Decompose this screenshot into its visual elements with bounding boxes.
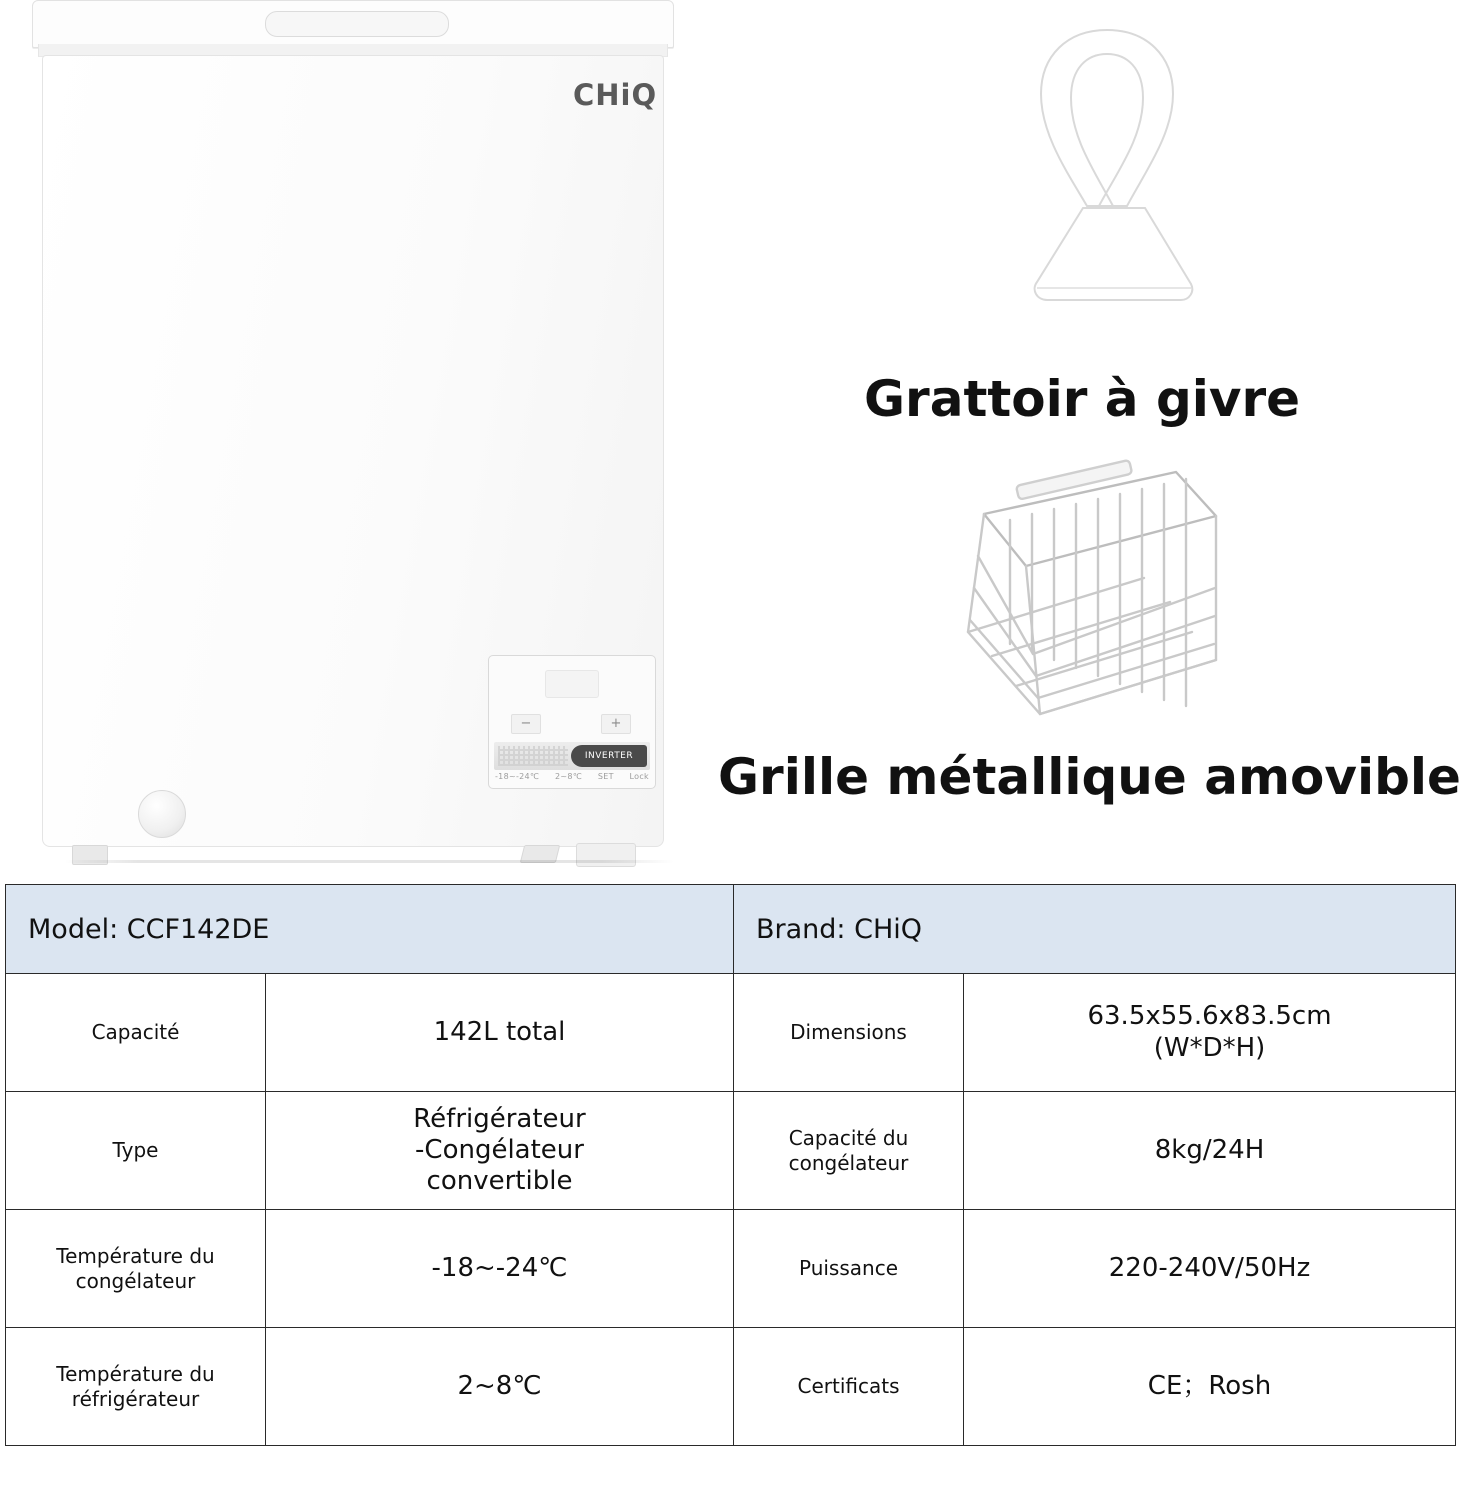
table-header-row (6, 885, 1456, 974)
inverter-badge: INVERTER (571, 745, 647, 767)
freezer-lid (32, 0, 674, 48)
spec-label-dimensions: Dimensions (734, 974, 964, 1092)
spec-label-type: Type (6, 1092, 266, 1210)
spec-label-freezer-temperature: Température du congélateur (6, 1210, 266, 1328)
drain-outlet (576, 843, 636, 867)
mode-label-fridge: 2~8℃ (555, 772, 583, 781)
table-row (6, 1092, 1456, 1210)
mode-label-lock: Lock (629, 772, 649, 781)
specification-table (5, 884, 1456, 1446)
spec-label-capacity: Capacité (6, 974, 266, 1092)
spec-value-certificates: CE；Rosh (964, 1328, 1456, 1446)
base-shadow (64, 860, 674, 863)
wire-basket-icon (940, 448, 1240, 748)
control-panel-texture (498, 746, 568, 766)
brand-logo-text: CHiQ (573, 78, 658, 112)
mode-label-freezer: -18~-24℃ (495, 772, 540, 781)
spec-value-capacity: 142L total (266, 974, 734, 1092)
spec-label-power: Puissance (734, 1210, 964, 1328)
freezer-handle (265, 11, 449, 37)
ice-scraper-icon (995, 22, 1225, 352)
model-cell: Model: CCF142DE (6, 885, 734, 974)
thermostat-knob[interactable] (138, 790, 186, 838)
control-panel-strip (494, 742, 650, 770)
control-panel (488, 655, 656, 789)
table-row (6, 1210, 1456, 1328)
control-panel-mode-labels (495, 772, 649, 781)
feature-caption-basket: Grille métallique amovible (718, 748, 1461, 806)
spec-label-freezing-capacity: Capacité du congélateur (734, 1092, 964, 1210)
spec-value-fridge-temperature: 2~8℃ (266, 1328, 734, 1446)
control-panel-display (545, 670, 599, 698)
brand-logo (573, 78, 657, 112)
feature-caption-scraper: Grattoir à givre (864, 370, 1301, 428)
table-row (6, 974, 1456, 1092)
spec-value-freezer-temperature: -18~-24℃ (266, 1210, 734, 1328)
temperature-decrease-button[interactable]: − (511, 714, 541, 734)
brand-cell: Brand: CHiQ (734, 885, 1456, 974)
spec-label-fridge-temperature: Température du réfrigérateur (6, 1328, 266, 1446)
spec-value-freezing-capacity: 8kg/24H (964, 1092, 1456, 1210)
temperature-increase-button[interactable]: + (601, 714, 631, 734)
table-row (6, 1328, 1456, 1446)
spec-value-type: Réfrigérateur -Congélateur convertible (266, 1092, 734, 1210)
spec-value-power: 220-240V/50Hz (964, 1210, 1456, 1328)
spec-label-certificates: Certificats (734, 1328, 964, 1446)
spec-value-dimensions: 63.5x55.6x83.5cm (W*D*H) (964, 974, 1456, 1092)
chest-freezer-illustration (28, 0, 676, 862)
mode-label-set: SET (597, 772, 614, 781)
